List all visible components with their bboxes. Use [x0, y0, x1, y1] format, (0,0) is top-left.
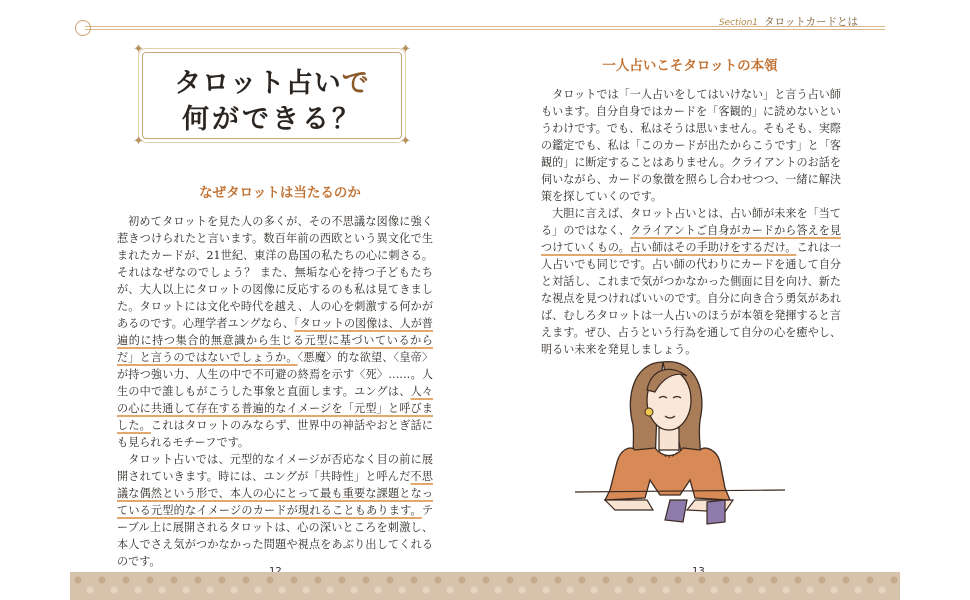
- highlighted-text: 「タロットの図像は、人が普遍的に持つ集合的無意識から生じる元型に基づいているからだ」と言うのではないでしょうか。: [117, 317, 433, 364]
- section-heading: 一人占いこそタロットの本領: [602, 58, 778, 74]
- paragraph: [117, 451, 433, 570]
- fortune-teller-illustration: [575, 350, 785, 530]
- paragraph-text: これは一人占いでも同じです。占い師の代わりにカードを通して自分と対話し、これまで気がつかなかった側面に目を向け、新たな視点を見つければいいのです。自分に向き合う勇気があれば、むしろタロットは一人占いのほうが本領を発揮すると言えます。ぜひ、占うという行為を通して自分の心を癒やし、明るい未来を発見しましょう。: [541, 241, 841, 356]
- highlighted-text: 人々の心に共通して存在する普遍的なイメージを「元型」と呼びました。: [117, 385, 433, 432]
- right-page: [485, 0, 970, 600]
- running-header: Section1 タロットカードとは: [718, 16, 858, 28]
- page-title-line1: タロット占いで: [174, 68, 370, 99]
- section-heading: なぜタロットは当たるのか: [199, 185, 361, 201]
- paragraph: [541, 205, 841, 358]
- ornament-icon: ✦: [133, 42, 144, 57]
- highlighted-text: 不思議な偶然という形で、本人の心にとって最も重要な課題となっている元型的なイメージのカードが現れることもあります。: [117, 470, 433, 517]
- paragraph-text: テーブル上に展開されるタロットは、心の深いところを刺激し、本人でさえ気がつかなかった問題や視点をあぶり出してくれるのです。: [117, 504, 433, 568]
- body-text: [541, 86, 841, 358]
- paragraph-text: タロットでは「一人占いをしてはいけない」と言う占い師もいます。自分自身ではカードを「客観的」に読めないというわけです。でも、私はそうは思いません。そもそも、実際の鑑定でも、私は「このカードが出たからこうです」と「客観的」に断定することはありません。クライアントのお話を伺いながら、カードの象徴を照らし合わせつつ、一緒に解決策を探していくのです。: [541, 88, 841, 203]
- paragraph-text: タロット占いでは、元型的なイメージが否応なく目の前に展開されていきます。時には、ユングが「共時性」と呼んだ: [117, 453, 433, 483]
- paragraph-text: 初めてタロットを見た人の多くが、その不思議な図像に強く惹きつけられたと言います。数百年前の西欧という異文化で生まれたカードが、21世紀、東洋の島国の私たちの心に刺さる。それはなぜなのでしょう？ また、無垢な心を持つ子どもたちが、大人以上にタロットの図像に反応するのも私は見てきました。タロットには文化や時代を越え、人の心を刺激する何かがあるのです。心理学者ユングなら、: [117, 215, 433, 330]
- paragraph: [541, 86, 841, 205]
- page-title-line2: 何ができる？: [182, 104, 362, 135]
- paragraph-text: 大胆に言えば、タロット占いとは、占い師が未来を「当てる」のではなく、: [541, 207, 841, 237]
- ornament-icon: ✦: [133, 134, 144, 149]
- footer-pattern-band: [70, 572, 900, 600]
- highlighted-text: クライアントご自身がカードから答えを見つけていくもの。占い師はその手助けをするだけ。: [541, 224, 841, 254]
- paragraph-text: これはタロットのみならず、世界中の神話やおとぎ話にも見られるモチーフです。: [117, 419, 433, 449]
- body-text: [117, 213, 433, 570]
- ornament-icon: ✦: [400, 134, 411, 149]
- paragraph-text: 〈悪魔〉的な欲望、〈皇帝〉が持つ強い力、人生の中で不可避の終焉を示す〈死〉……。人生の中で誰しもがこうした事象と直面します。ユングは、: [117, 351, 433, 398]
- ornament-icon: ✦: [400, 42, 411, 57]
- top-rule: [85, 26, 485, 30]
- title-frame: [133, 42, 411, 149]
- paragraph: [117, 213, 433, 451]
